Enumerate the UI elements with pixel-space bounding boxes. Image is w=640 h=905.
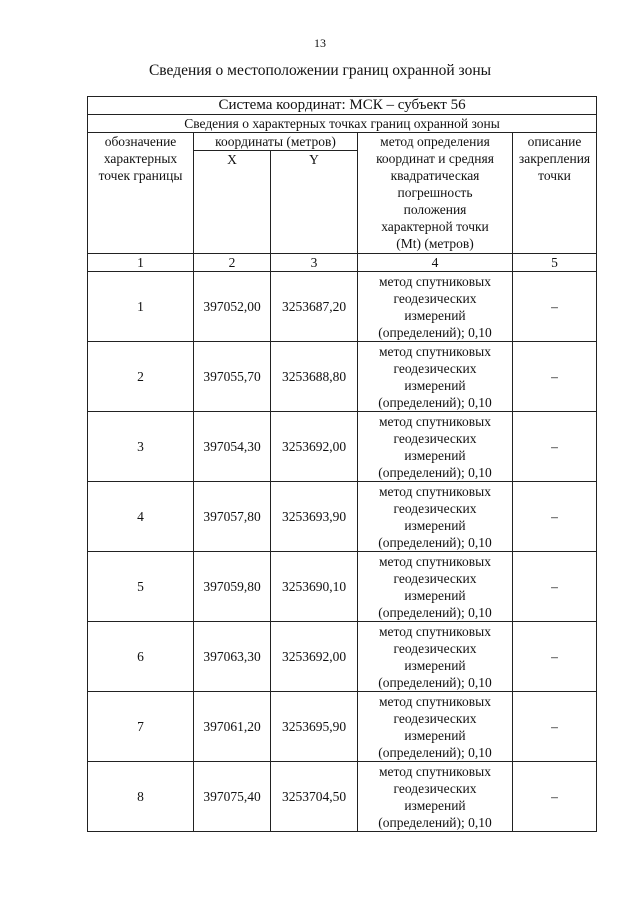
point-number-cell: 1 [88,272,194,342]
fixing-description-cell: – [513,412,597,482]
method-cell [358,622,513,692]
method-line: (определений); 0,10 [378,744,492,760]
column-number: 4 [358,254,513,272]
method-line: метод спутниковых [379,623,491,639]
x-coordinate-cell: 397063,30 [194,622,271,692]
header-fixing-description [513,133,597,254]
header-y: Y [271,151,358,254]
point-number-cell: 5 [88,552,194,622]
point-number-cell: 6 [88,622,194,692]
method-line: метод спутниковых [379,413,491,429]
table-row [88,762,597,832]
method-line: метод спутниковых [379,763,491,779]
method-line: геодезических [393,570,477,586]
method-line: (определений); 0,10 [378,394,492,410]
system-row [88,97,597,115]
fixing-description-cell: – [513,342,597,412]
y-coordinate-cell: 3253692,00 [271,412,358,482]
method-cell [358,552,513,622]
header-line: описание [527,134,582,149]
x-coordinate-cell: 397054,30 [194,412,271,482]
header-line: точки [538,168,571,183]
method-line: геодезических [393,780,477,796]
header-point-designation [88,133,194,254]
x-coordinate-cell: 397057,80 [194,482,271,552]
y-coordinate-cell: 3253687,20 [271,272,358,342]
method-line: геодезических [393,360,477,376]
header-line: обозначение [104,134,177,149]
fixing-description-cell: – [513,482,597,552]
method-line: (определений); 0,10 [378,604,492,620]
method-line: (определений); 0,10 [378,464,492,480]
header-line: характерной точки [381,219,489,234]
method-line: метод спутниковых [379,483,491,499]
header-line: метод определения [380,134,490,149]
document-title: Сведения о местоположении границ охранной зоны [148,62,492,79]
method-cell [358,412,513,482]
fixing-description-cell: – [513,692,597,762]
header-line: характерных [103,151,178,166]
section-row [88,115,597,133]
column-number: 5 [513,254,597,272]
method-line: измерений [404,447,466,463]
method-line: измерений [404,377,466,393]
method-cell [358,272,513,342]
method-line: измерений [404,517,466,533]
method-line: геодезических [393,500,477,516]
header-line: точек границы [98,168,183,183]
column-numbers-row [88,254,597,272]
coordinate-system-cell: Система координат: МСК – субъект 56 [88,97,597,115]
method-line: геодезических [393,710,477,726]
header-line: погрешность [397,185,473,200]
method-line: метод спутниковых [379,553,491,569]
point-number-cell: 7 [88,692,194,762]
y-coordinate-cell: 3253692,00 [271,622,358,692]
x-coordinate-cell: 397055,70 [194,342,271,412]
point-number-cell: 8 [88,762,194,832]
fixing-description-cell: – [513,762,597,832]
method-cell [358,692,513,762]
y-coordinate-cell: 3253693,90 [271,482,358,552]
method-line: метод спутниковых [379,343,491,359]
table-row [88,552,597,622]
page-number: 13 [314,36,326,50]
x-coordinate-cell: 397075,40 [194,762,271,832]
method-line: геодезических [393,430,477,446]
method-line: измерений [404,307,466,323]
table-row [88,482,597,552]
header-coordinates: координаты (метров) [194,133,358,151]
table-row [88,412,597,482]
header-line: координат и средняя [376,151,494,166]
method-line: геодезических [393,290,477,306]
header-row [88,133,597,151]
point-number-cell: 3 [88,412,194,482]
point-number-cell: 2 [88,342,194,412]
y-coordinate-cell: 3253704,50 [271,762,358,832]
method-cell [358,342,513,412]
column-number: 2 [194,254,271,272]
point-number-cell: 4 [88,482,194,552]
method-line: измерений [404,657,466,673]
method-line: (определений); 0,10 [378,324,492,340]
section-heading-cell: Сведения о характерных точках границ охранной зоны [88,115,597,133]
y-coordinate-cell: 3253688,80 [271,342,358,412]
fixing-description-cell: – [513,272,597,342]
method-line: метод спутниковых [379,273,491,289]
header-line: закрепления [518,151,591,166]
method-line: измерений [404,797,466,813]
table-row [88,692,597,762]
method-cell [358,762,513,832]
method-line: геодезических [393,640,477,656]
method-line: измерений [404,587,466,603]
table-body [88,97,597,832]
y-coordinate-cell: 3253695,90 [271,692,358,762]
header-method [358,133,513,254]
table-row [88,622,597,692]
method-line: (определений); 0,10 [378,814,492,830]
fixing-description-cell: – [513,552,597,622]
fixing-description-cell: – [513,622,597,692]
method-line: метод спутниковых [379,693,491,709]
method-line: измерений [404,727,466,743]
x-coordinate-cell: 397061,20 [194,692,271,762]
header-line: (Mt) (метров) [396,236,474,251]
header-x: X [194,151,271,254]
column-number: 1 [88,254,194,272]
table-row [88,342,597,412]
header-line: квадратическая [390,168,480,183]
boundary-points-table [87,96,597,832]
method-line: (определений); 0,10 [378,534,492,550]
method-line: (определений); 0,10 [378,674,492,690]
table-row [88,272,597,342]
x-coordinate-cell: 397052,00 [194,272,271,342]
method-cell [358,482,513,552]
column-number: 3 [271,254,358,272]
y-coordinate-cell: 3253690,10 [271,552,358,622]
header-line: положения [403,202,467,217]
x-coordinate-cell: 397059,80 [194,552,271,622]
